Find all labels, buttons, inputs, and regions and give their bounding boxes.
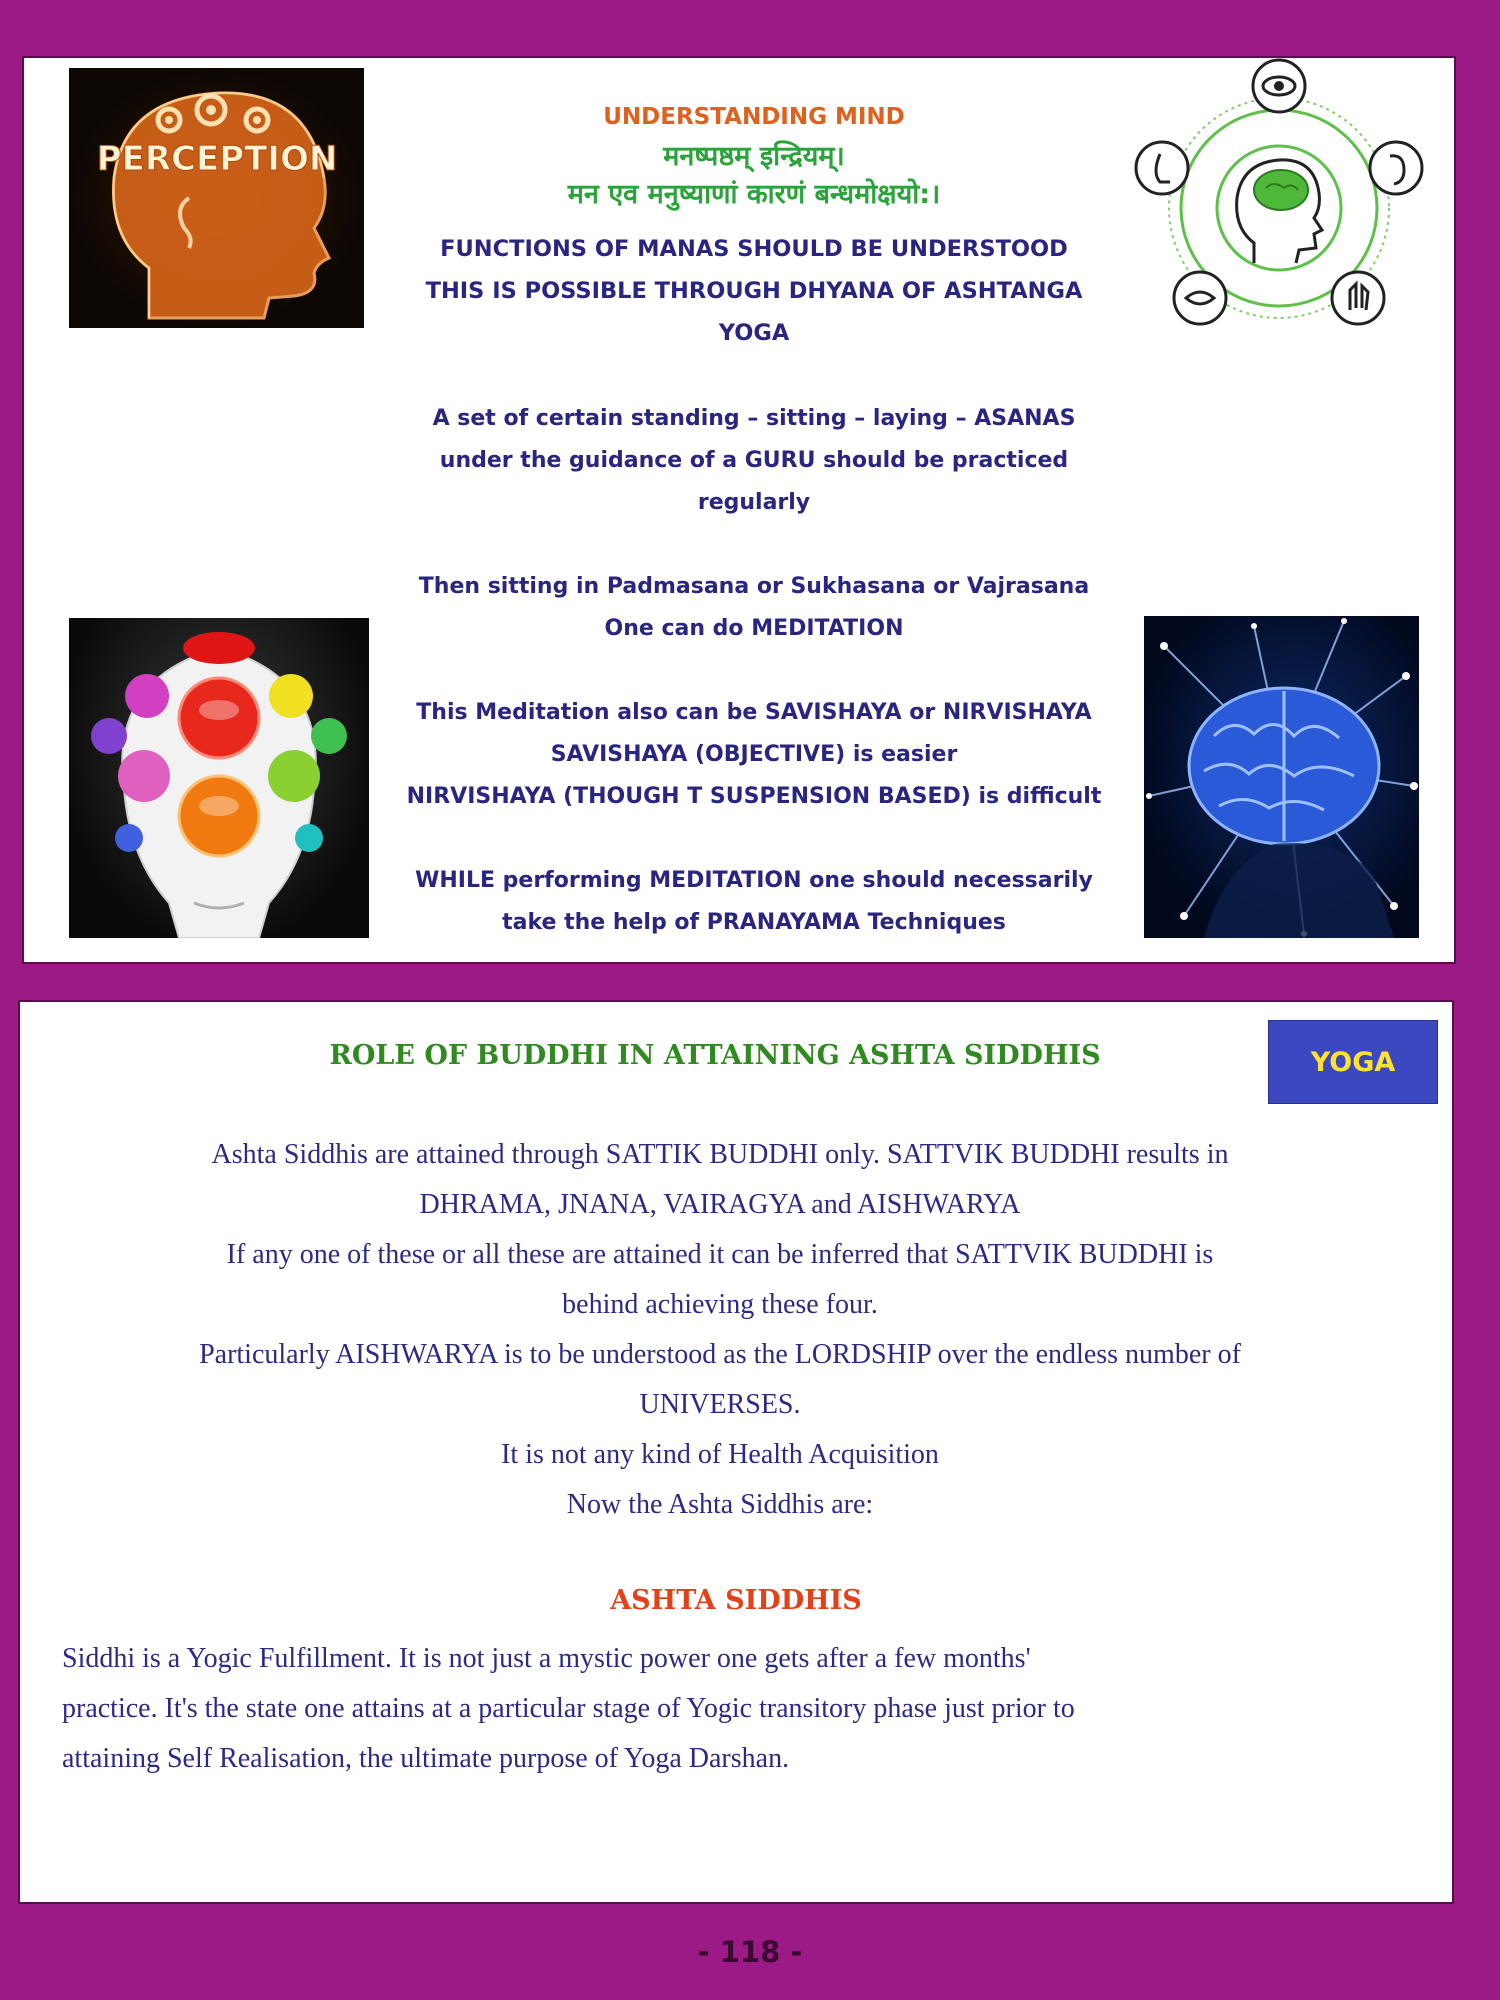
text-line: under the guidance of a GURU should be practiced bbox=[439, 448, 1069, 473]
text-line: regularly bbox=[697, 490, 811, 515]
text-line: behind achieving these four. bbox=[562, 1289, 878, 1320]
senses-diagram-image bbox=[1134, 58, 1424, 348]
perception-head-illustration bbox=[69, 68, 364, 328]
pranayama-text bbox=[369, 860, 1139, 944]
text-line: practice. It's the state one attains at a particular stage of Yogic transitory phase just prior to bbox=[62, 1693, 1075, 1724]
text-line: This Meditation also can be SAVISHAYA or NIRVISHAYA bbox=[416, 700, 1092, 725]
senses-mind-diagram bbox=[1134, 58, 1424, 348]
text-line: Ashta Siddhis are attained through SATTIK BUDDHI only. SATTVIK BUDDHI results in bbox=[211, 1139, 1229, 1170]
text-line: Particularly AISHWARYA is to be understood as the LORDSHIP over the endless number of bbox=[199, 1339, 1241, 1370]
text-line: One can do MEDITATION bbox=[604, 616, 904, 641]
text-line: FUNCTIONS OF MANAS SHOULD BE UNDERSTOOD bbox=[440, 236, 1068, 262]
sanskrit-verse-line-2: मन एव मनुष्याणां कारणं बन्धमोक्षयो:। bbox=[567, 179, 941, 210]
yoga-badge: YOGA bbox=[1268, 1020, 1438, 1104]
text-line: Then sitting in Padmasana or Sukhasana or Vajrasana bbox=[418, 574, 1090, 599]
text-line: SAVISHAYA (OBJECTIVE) is easier bbox=[550, 742, 958, 767]
text-line: YOGA bbox=[718, 320, 790, 346]
text-line: DHRAMA, JNANA, VAIRAGYA and AISHWARYA bbox=[419, 1189, 1021, 1220]
text-line: If any one of these or all these are attained it can be inferred that SATTVIK BUDDHI is bbox=[226, 1239, 1214, 1270]
asanas-text bbox=[369, 398, 1139, 524]
text-line: take the help of PRANAYAMA Techniques bbox=[502, 910, 1006, 935]
meditation-types-text bbox=[369, 692, 1139, 818]
text-line: It is not any kind of Health Acquisition bbox=[501, 1439, 939, 1470]
understanding-mind-heading: UNDERSTANDING MIND bbox=[603, 104, 905, 130]
text-line: THIS IS POSSIBLE THROUGH DHYANA OF ASHTANGA bbox=[425, 278, 1083, 304]
neural-brain-image bbox=[1144, 616, 1419, 938]
bottom-panel bbox=[18, 1000, 1454, 1904]
text-line: A set of certain standing – sitting – laying – ASANAS bbox=[432, 406, 1076, 431]
text-line: WHILE performing MEDITATION one should necessarily bbox=[415, 868, 1093, 893]
role-of-buddhi-title: ROLE OF BUDDHI IN ATTAINING ASHTA SIDDHIS bbox=[329, 1040, 1101, 1071]
chakra-head-image bbox=[69, 618, 369, 938]
siddhi-definition-paragraph bbox=[62, 1634, 1402, 1784]
perception-label: PERCEPTION bbox=[96, 139, 338, 179]
perception-head-image bbox=[69, 68, 364, 328]
text-line: attaining Self Realisation, the ultimate purpose of Yoga Darshan. bbox=[62, 1743, 790, 1774]
functions-of-manas-text bbox=[369, 228, 1139, 354]
neural-brain-illustration bbox=[1144, 616, 1419, 938]
text-line: Now the Ashta Siddhis are: bbox=[566, 1489, 874, 1520]
padmasana-text bbox=[369, 566, 1139, 650]
top-panel bbox=[22, 56, 1456, 964]
sanskrit-verse-line-1: मनष्पष्ठम् इन्द्रियम्। bbox=[663, 141, 845, 172]
ashta-siddhis-intro bbox=[50, 1130, 1390, 1530]
chakra-head-illustration bbox=[69, 618, 369, 938]
text-line: NIRVISHAYA (THOUGH T SUSPENSION BASED) is difficult bbox=[406, 784, 1102, 809]
text-line: UNIVERSES. bbox=[639, 1389, 801, 1420]
text-line: Siddhi is a Yogic Fulfillment. It is not just a mystic power one gets after a few months' bbox=[62, 1643, 1031, 1674]
page-number: - 118 - bbox=[697, 1935, 803, 1969]
ashta-siddhis-heading: ASHTA SIDDHIS bbox=[610, 1585, 862, 1616]
